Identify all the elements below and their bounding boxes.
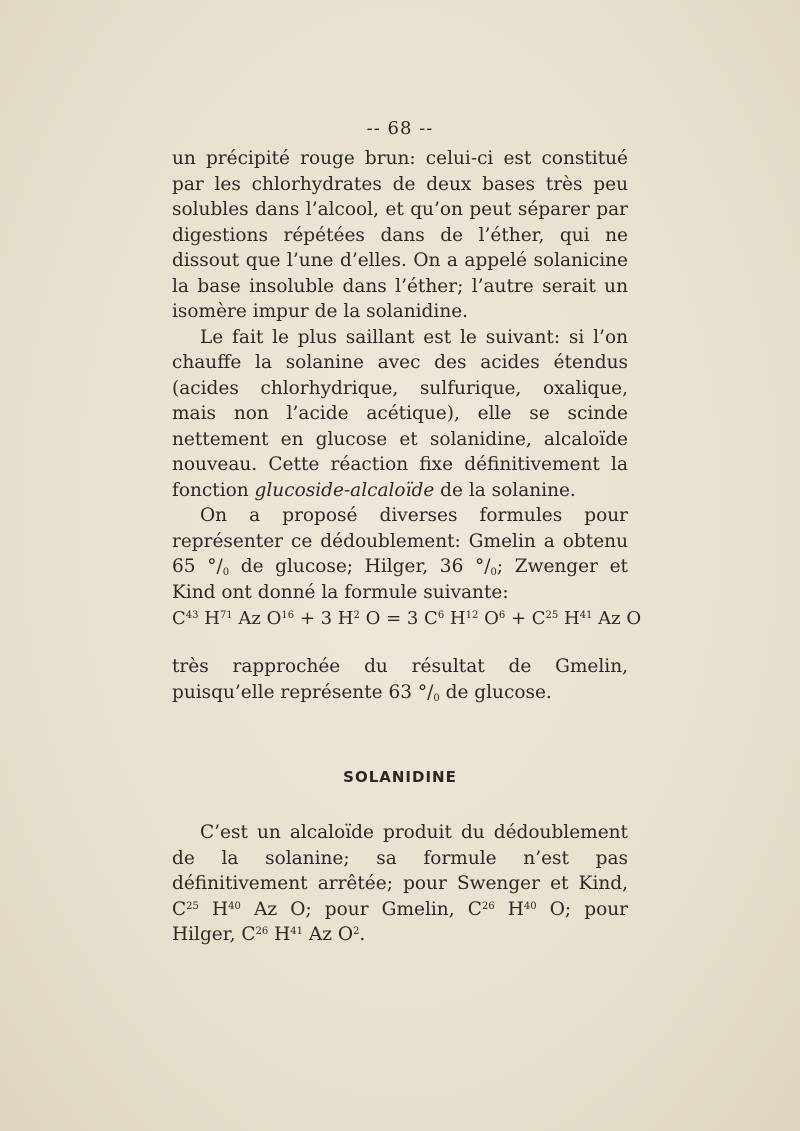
paragraph-2-text-b: de la solanine.: [434, 479, 576, 501]
paragraph-5-sup: 2: [353, 926, 360, 937]
paragraph-5-text: C’est un alcaloïde produit du dédoublement de la solanine; sa formule n’est pas définitivement arrêtée; pour Swenger et Kind, C: [172, 822, 628, 920]
paragraph-5: [172, 820, 628, 948]
formula-part: Az O: [232, 608, 282, 629]
formula-part: H: [198, 608, 220, 629]
formula-part: Az O: [592, 608, 642, 629]
page-number-header: -- 68 --: [366, 118, 434, 139]
formula-part: C: [172, 608, 186, 629]
formula-part: + C: [505, 608, 546, 629]
paragraph-5-sup: 40: [523, 900, 537, 912]
paragraph-5-text: H: [198, 898, 229, 920]
body-text-top: [172, 146, 628, 605]
formula-part: H: [444, 608, 466, 629]
formula-part: H: [558, 608, 580, 629]
paragraph-3-sub-2: 0: [490, 567, 497, 578]
section-title: SOLANIDINE: [343, 768, 457, 786]
paragraph-2-text-a: Le fait le plus saillant est le suivant: si l’on chauffe la solanine avec des acides étendus (acides chlorhydrique, sulfurique, oxalique, mais non l’acide acétique), elle se scinde nettement en glucose et solanidine, alcaloïde nouveau. Cette réaction fixe définitivement la fonction: [172, 326, 628, 501]
paragraph-5-sup: 26: [255, 926, 269, 937]
formula-part: O = 3 C: [359, 608, 438, 629]
paragraph-5-sup: 40: [228, 900, 241, 912]
paragraph-5-text: O; pour Hilger, C: [172, 898, 629, 945]
paragraph-5-sup: 26: [481, 900, 495, 912]
formula-sup: 16: [281, 610, 295, 621]
formula-sup: 41: [579, 610, 593, 621]
formula-sup: 71: [219, 610, 233, 621]
formula-sup: 25: [545, 610, 559, 621]
paragraph-5-sup: 41: [290, 926, 303, 937]
paragraph-3-sub-1: 0: [222, 567, 230, 578]
paragraph-2: [172, 325, 628, 504]
formula-sup: 2: [353, 610, 360, 621]
paragraph-1: un précipité rouge brun: celui-ci est constitué par les chlorhydrates de deux bases très peu solubles dans l’alcool, et qu’on peut séparer par digestions répétées dans de l’éther, qui ne dissout que l’une d’elles. On a appelé solanicine la base insoluble dans l’éther; l’autre serait un isomère impur de la solanidine.: [172, 148, 628, 322]
body-text-bottom: [172, 820, 628, 948]
paragraph-4-sub: 0: [433, 692, 440, 704]
paragraph-3-text-c: ; Zwenger et Kind ont donné la formule suivante:: [172, 556, 628, 603]
paragraph-2-emphasis: glucoside-alcaloïde: [254, 479, 435, 501]
paragraph-4-text-b: de glucose.: [439, 681, 552, 703]
body-text-middle: [172, 654, 628, 705]
formula-sup: 12: [465, 610, 479, 621]
formula-sup: 43: [185, 610, 199, 621]
formula-part: O: [478, 608, 499, 629]
chemical-formula: [172, 608, 642, 629]
formula-sup: 6: [498, 610, 506, 621]
formula-part: + 3 H: [294, 608, 354, 629]
formula-sup: 6: [437, 610, 445, 621]
paragraph-3-text-b: de glucose; Hilger, 36 °/: [229, 556, 491, 577]
paragraph-5-text: Az O: [302, 924, 354, 945]
paragraph-5-text: H: [494, 898, 524, 920]
paragraph-4: [172, 654, 628, 705]
paragraph-5-text: H: [268, 924, 291, 945]
paragraph-3: [172, 503, 628, 605]
paragraph-5-text: Az O; pour Gmelin, C: [240, 898, 482, 920]
paragraph-5-text: .: [359, 924, 366, 945]
paragraph-4-text-a: très rapprochée du résultat de Gmelin, puisqu’elle représente 63 °/: [172, 656, 628, 703]
paragraph-5-sup: 25: [186, 900, 199, 912]
paragraph-3-text-a: On a proposé diverses formules pour représenter ce dédoublement: Gmelin a obtenu 65 °/: [172, 505, 628, 577]
